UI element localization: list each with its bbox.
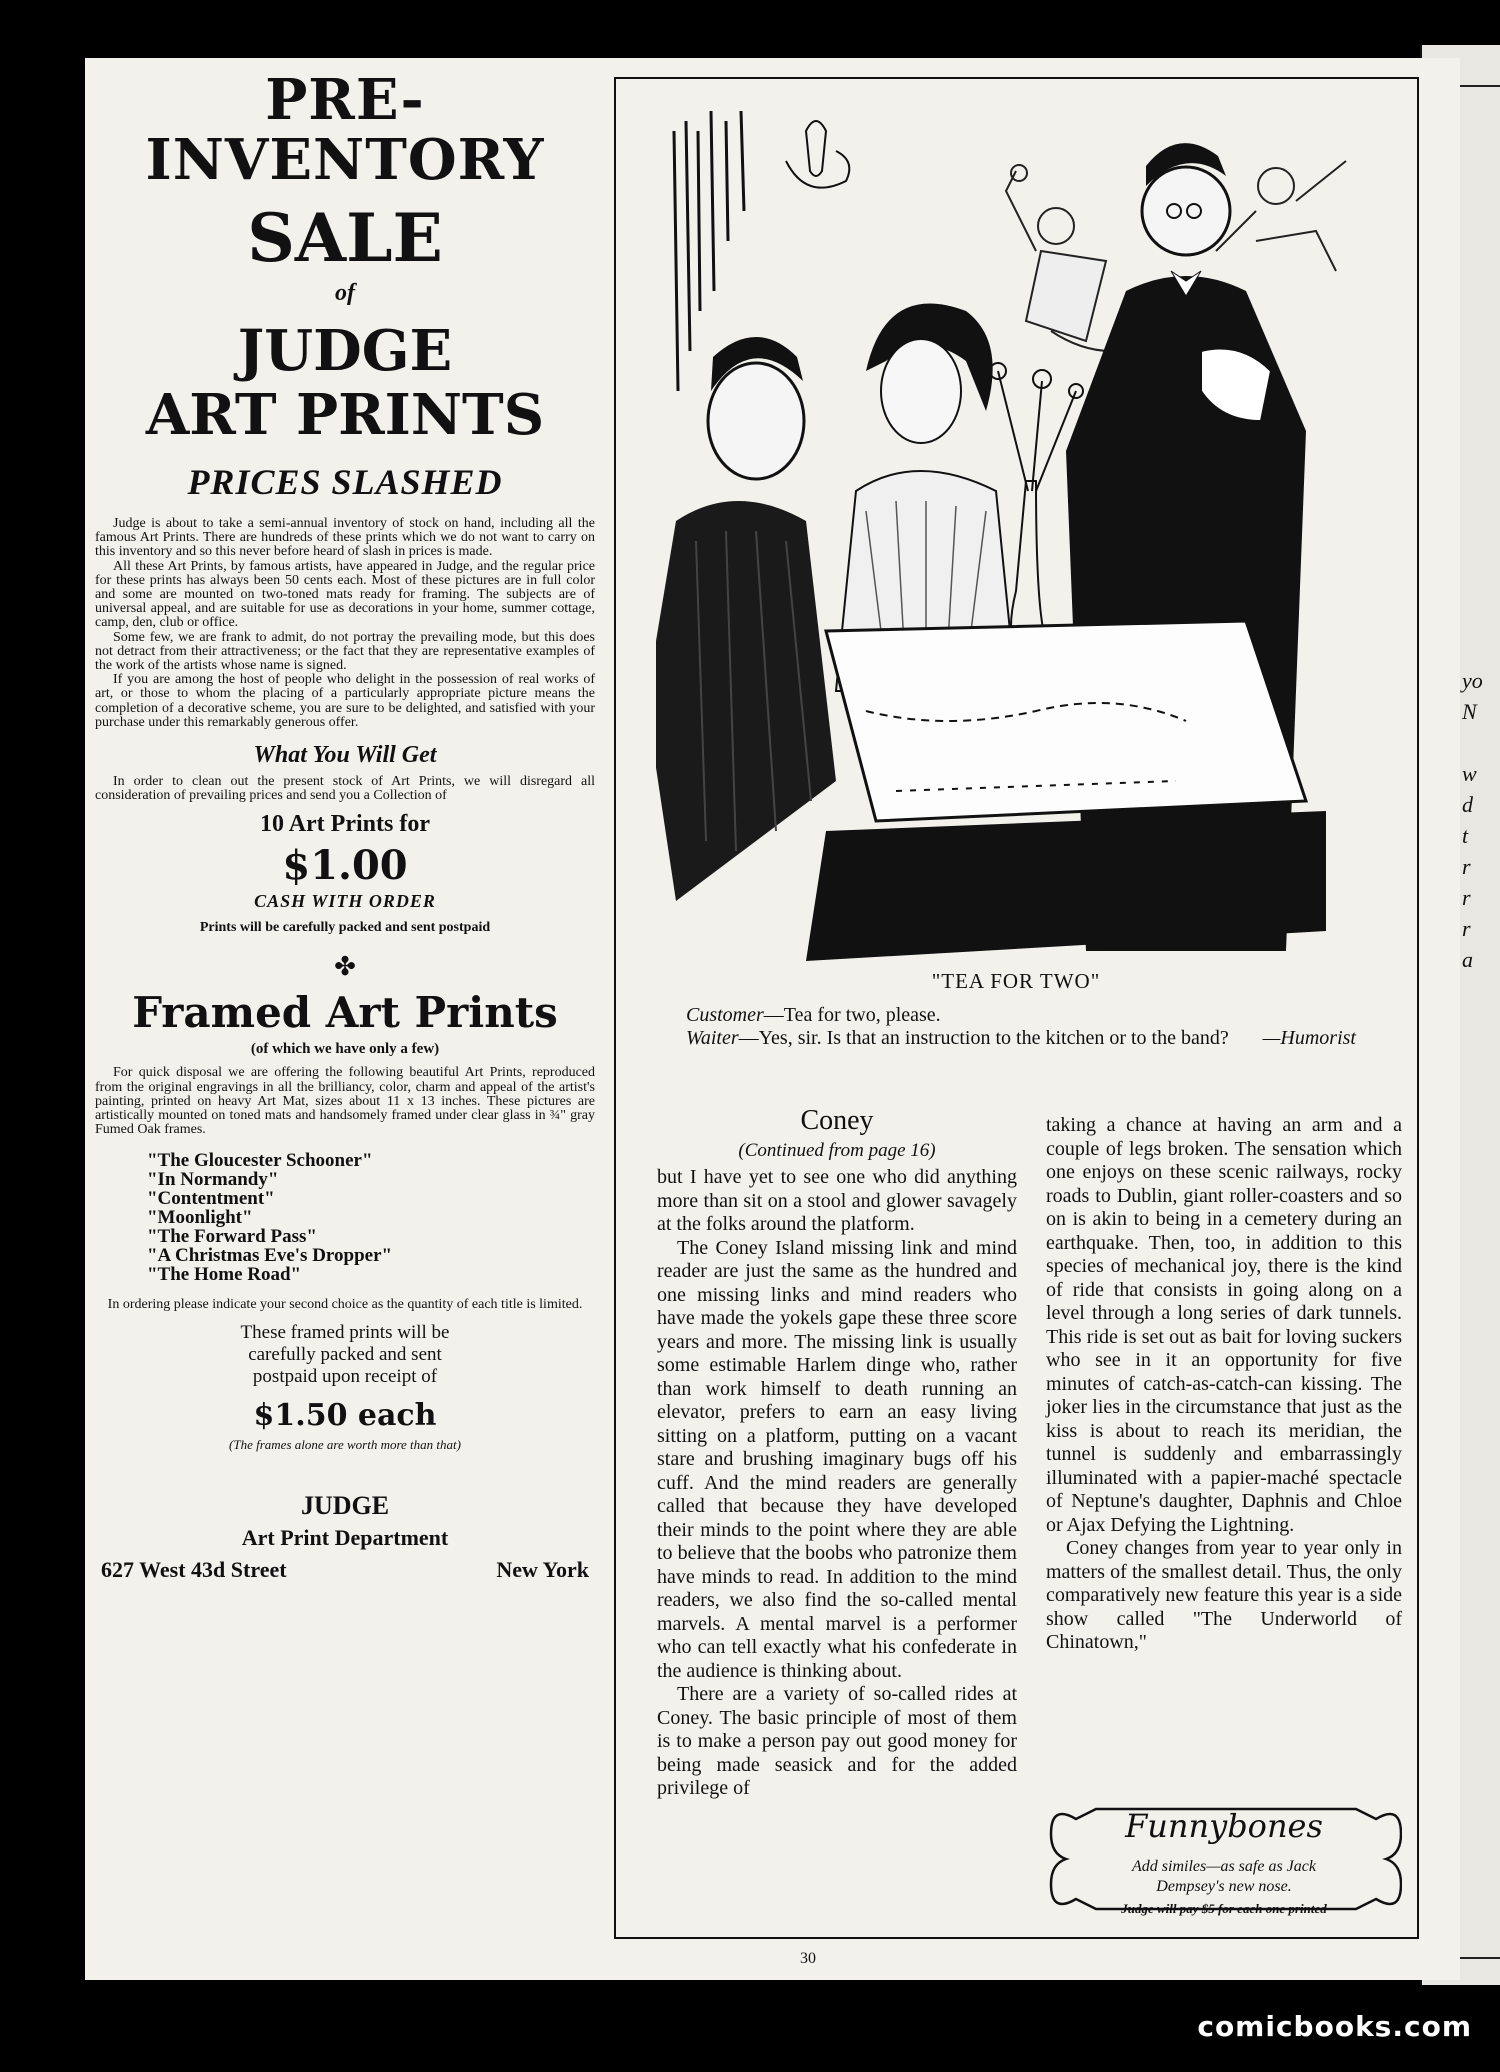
funnybones-line: Dempsey's new nose. <box>1156 1878 1292 1895</box>
ad-what-heading: What You Will Get <box>253 742 437 769</box>
adjacent-page-letter: a <box>1462 947 1473 972</box>
ad-offer: 10 Art Prints for <box>260 811 430 838</box>
ad-city: New York <box>496 1557 589 1583</box>
dining-table <box>806 621 1326 961</box>
ad-what-paragraph: In order to clean out the present stock of Art Prints, we will disregard all consideration of prevailing prices and send you a Collection of <box>95 774 595 804</box>
ad-ordering-note: In ordering please indicate your second choice as the quantity of each title is limited. <box>107 1297 583 1313</box>
adjacent-page-letter: yo <box>1462 668 1483 693</box>
ad-headline-sale: SALE <box>247 199 443 277</box>
ad-framed-heading: Framed Art Prints <box>132 988 558 1038</box>
article-paragraph: Coney changes from year to year only in matters of the smallest detail. Thus, the only comparatively new feature this year is a side show called "The Underworld of Chinatown," <box>1046 1537 1402 1653</box>
seated-man-figure <box>656 337 836 901</box>
joke-waiter-text: —Yes, sir. Is that an instruction to the kitchen or to the band? <box>738 1027 1229 1049</box>
site-watermark: comicbooks.com <box>1197 2010 1472 2043</box>
joke-credit: —Humorist <box>1262 1027 1356 1049</box>
ad-packed-note: Prints will be carefully packed and sent postpaid <box>199 920 491 936</box>
adjacent-page-letter: r <box>1462 916 1471 941</box>
ad-intro-paragraph: If you are among the host of people who delight in the possession of real works of art, or those to whom the placing of a particularly appropriate picture means the completion of a decorative scheme, you are sure to be delighted, and satisfied with your purchase under this remarkably generous offer. <box>95 672 595 730</box>
ad-each-price: $1.50 each <box>253 1398 437 1434</box>
art-print-ad <box>95 67 595 1583</box>
ad-headline-of: of <box>335 280 355 306</box>
ad-headline-judge: JUDGE <box>237 318 453 384</box>
tea-for-two-illustration <box>656 91 1376 961</box>
ad-framed-sub: (of which we have only a few) <box>250 1041 440 1058</box>
adjacent-page-letter: r <box>1462 854 1471 879</box>
funnybones-line: Add similes—as safe as Jack <box>1132 1858 1316 1875</box>
ad-postpaid-line: postpaid upon receipt of <box>252 1366 438 1388</box>
ad-intro-text <box>95 517 595 730</box>
ad-title-item: "Moonlight" <box>147 1207 253 1229</box>
clover-ornament-icon: ✤ <box>334 952 356 982</box>
ad-what-text <box>95 775 595 803</box>
ad-framed-paragraph: For quick disposal we are offering the following beautiful Art Prints, reproduced from the original engravings in all the brilliancy, color, charm and appeal of the artist's painting, printed on heavy Art Mat, sizes about 11 x 13 inches. These pictures are artistically mounted on toned mats and handsomely framed under clear glass in ¾" gray Fumed Oak frames. <box>95 1065 595 1138</box>
ad-street: 627 West 43d Street <box>101 1557 287 1583</box>
funnybones-title: Funnybones <box>1125 1807 1323 1845</box>
cartoon-article-panel <box>614 77 1419 1939</box>
ad-signature-address <box>95 1557 595 1583</box>
joke-customer-speaker: Customer <box>686 1004 764 1026</box>
adjacent-page-letter: w <box>1462 761 1477 786</box>
ad-title-item: "In Normandy" <box>147 1169 279 1191</box>
funnybones-box <box>1046 1799 1402 1914</box>
ad-framed-text <box>95 1066 595 1137</box>
funnybones-footer: Judge will pay $5 for each one printed <box>1121 1901 1327 1916</box>
adjacent-page-letter <box>1462 727 1483 758</box>
ad-title-item: "The Forward Pass" <box>147 1226 317 1248</box>
adjacent-page-letter: t <box>1462 823 1469 848</box>
cartoon-joke <box>686 1004 1386 1050</box>
ad-intro-paragraph: Judge is about to take a semi-annual inventory of stock on hand, including all the famous Art Prints. There are hundreds of these prints which we do not want to carry on this inventory and so this never before heard of slash in prices is made. <box>95 516 595 560</box>
ad-headline-inventory: INVENTORY <box>145 127 545 193</box>
ad-price: $1.00 <box>282 842 408 890</box>
adjacent-page-letter: d <box>1462 792 1473 817</box>
ad-title-item: "The Home Road" <box>147 1264 302 1286</box>
funnybones-body <box>1046 1857 1402 1897</box>
ad-frames-note: (The frames alone are worth more than that) <box>229 1437 461 1453</box>
wall-lamp <box>786 121 849 188</box>
article-paragraph: The Coney Island missing link and mind reader are just the same as the hundred and one missing links and mind readers who have made the yokels gape these three score years and more. The missing link is usually some estimable Harlem dinge who, rather than work himself to death running an elevator, prefers to earn an easy living sitting on a platform, putting on a vacant stare and brushing imaginary bugs off his cuff. And the mind readers are generally called that because they have developed their minds to the point where they are able to believe that the boobs who patronize them have minds to read. In addition to the mind readers, we also find the so-called mental marvels. A mental marvel is a performer who can tell exactly what his confederate in the audience is thinking about. <box>657 1236 1017 1682</box>
joke-waiter-speaker: Waiter <box>686 1027 739 1049</box>
joke-customer-line <box>686 1004 1386 1027</box>
article-column-1 <box>657 1105 1017 1801</box>
ad-postpaid-line: These framed prints will be <box>240 1322 450 1344</box>
article-paragraph: taking a chance at having an arm and a couple of legs broken. The sensation which one enjoys on these scenic railways, rocky roads to Dublin, giant roller-coasters and so on is akin to being in a cemetery during an earthquake. Then, too, in addition to this species of mechanical joy, there is the kind of ride that consists in going along on a level through a long series of dark tunnels. This ride is set out as bait for loving suckers who see in it an opportunity for five minutes of catch-as-catch-can kissing. The joker lies in the circumstance that just as the kiss is about to reach its meridian, the tunnel is suddenly and embarrassingly illuminated with a papier-maché spectacle of Neptune's daughter, Daphnis and Chloe or Ajax Defying the Lightning. <box>1046 1114 1402 1536</box>
ad-cash-with-order: CASH WITH ORDER <box>254 891 436 912</box>
joke-customer-text: —Tea for two, please. <box>763 1004 941 1026</box>
ad-signature-dept: Art Print Department <box>241 1525 449 1551</box>
ad-postpaid-text <box>95 1322 595 1388</box>
article-paragraph: There are a variety of so-called rides at Coney. The basic principle of most of them is to make a person pay out good money for being made seasick and for the added privilege of <box>657 1683 1017 1799</box>
cartoon-caption: "TEA FOR TWO" <box>931 969 1101 993</box>
adjacent-page-letters <box>1462 665 1483 975</box>
adjacent-page-letter: r <box>1462 885 1471 910</box>
ad-title-item: "A Christmas Eve's Dropper" <box>147 1245 393 1267</box>
article-title: Coney <box>800 1105 874 1136</box>
ad-headline-art-prints: ART PRINTS <box>145 382 545 448</box>
ad-title-list <box>147 1151 595 1284</box>
ad-prices-slashed: PRICES SLASHED <box>187 462 503 502</box>
article-continued: (Continued from page 16) <box>738 1139 936 1161</box>
ad-intro-paragraph: All these Art Prints, by famous artists, have appeared in Judge, and the regular price for these prints has always been 50 cents each. Most of these pictures are in full color and some are mounted on two-toned mats ready for framing. The subjects are of universal appeal, and are suitable for use as decorations in your home, summer cottage, camp, den, club or office. <box>95 558 595 631</box>
ad-signature-name: JUDGE <box>300 1491 390 1521</box>
article-column-2 <box>1046 1114 1402 1655</box>
ad-title-item: "The Gloucester Schooner" <box>147 1150 373 1172</box>
ad-intro-paragraph: Some few, we are frank to admit, do not portray the prevailing mode, but this does not detract from their attractiveness; or the fact that they are representative examples of the work of the artists whose name is signed. <box>95 629 595 674</box>
page-number: 30 <box>800 1950 816 1967</box>
ad-title-item: "Contentment" <box>147 1188 275 1210</box>
ad-postpaid-line: carefully packed and sent <box>248 1344 442 1366</box>
ad-headline-pre: PRE- <box>265 67 425 133</box>
article-paragraph: but I have yet to see one who did anything more than sit on a stool and glower savagely at the folks around the platform. <box>657 1166 1017 1235</box>
adjacent-page-letter: N <box>1462 699 1477 724</box>
